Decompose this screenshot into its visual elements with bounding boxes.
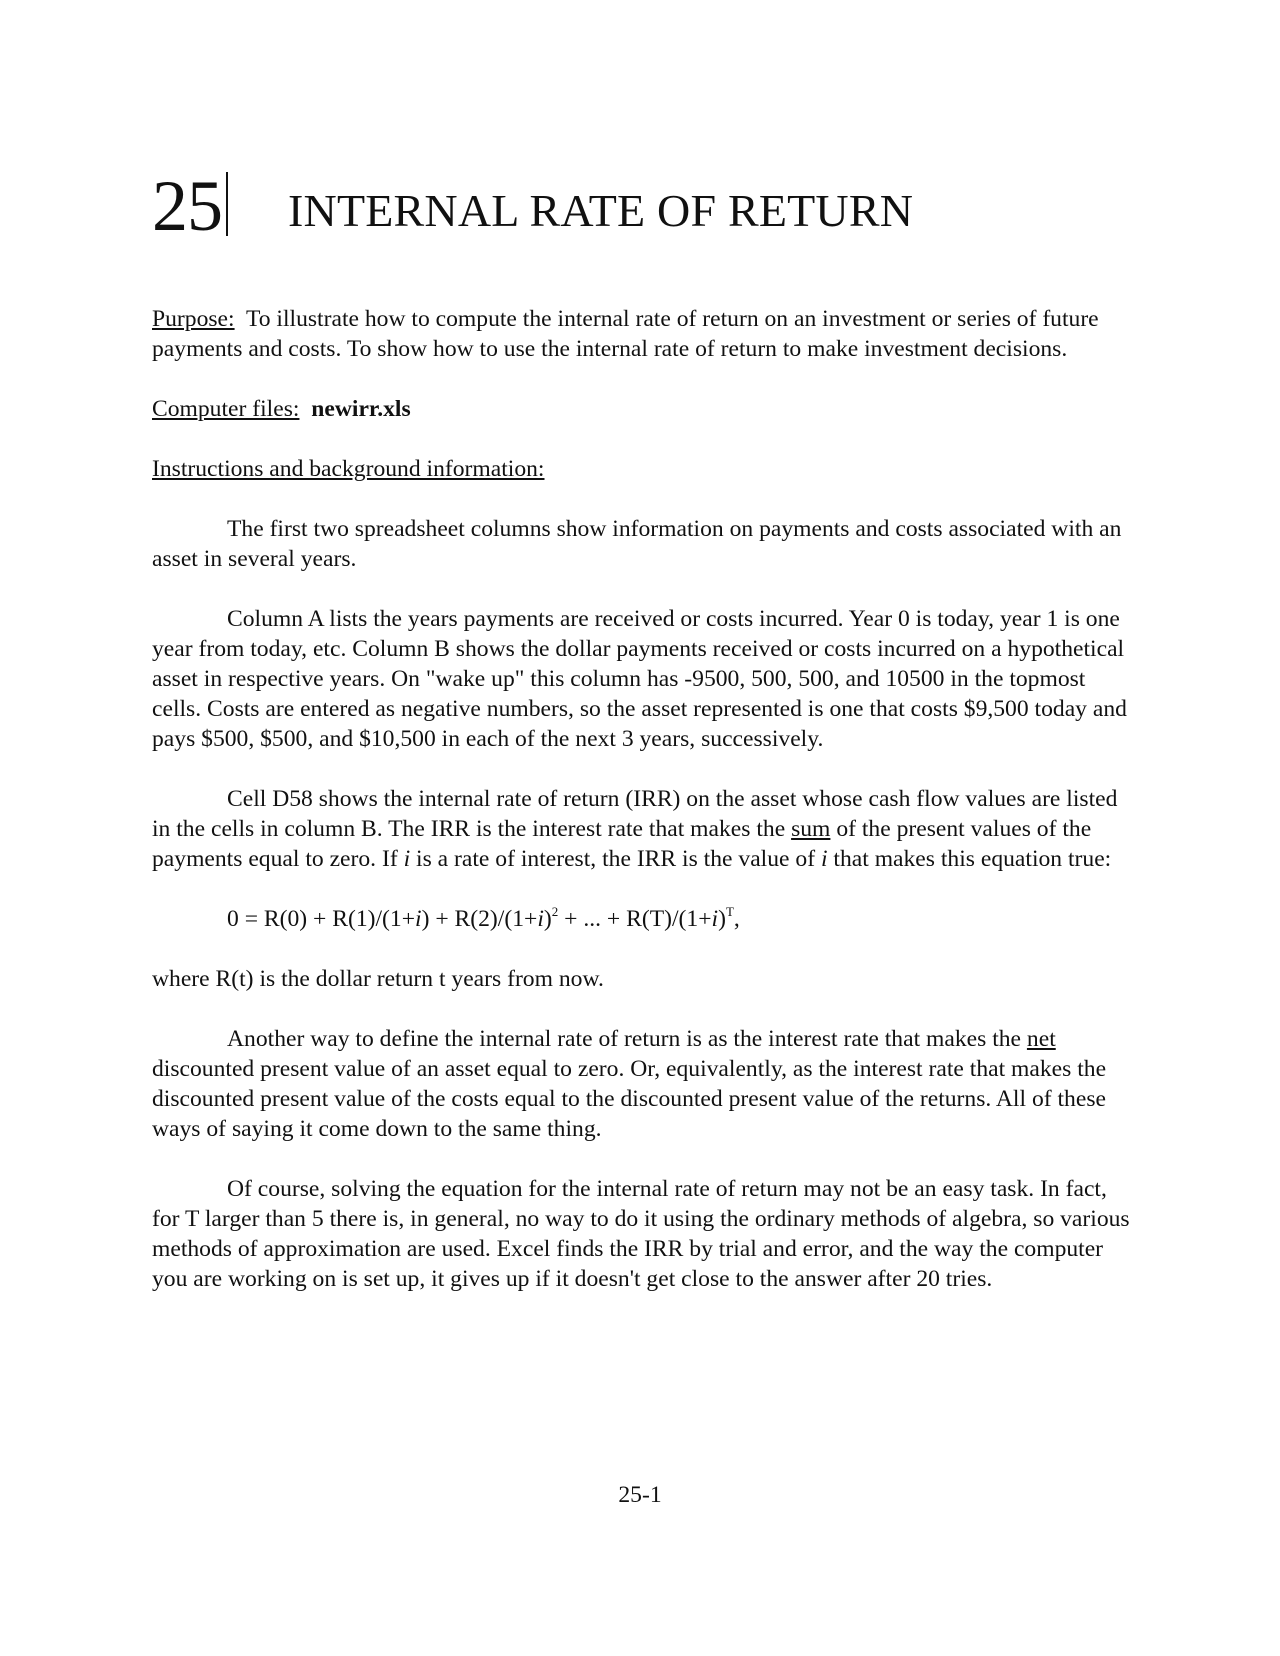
eq-part: ) [543, 906, 552, 932]
eq-exponent: T [725, 904, 734, 919]
eq-part: ) + R(2)/(1+ [421, 906, 538, 932]
chapter-title: INTERNAL RATE OF RETURN [288, 185, 914, 236]
purpose-text: To illustrate how to compute the internal rate of return on an investment or series of future payments and costs. To show how to use the internal rate of return to make investment decisions. [152, 306, 1099, 362]
eq-var-i: i [537, 906, 544, 932]
irr-var-i: i [403, 846, 411, 872]
document-body [152, 304, 1136, 1324]
alt-text-1: Another way to define the internal rate of return is as the interest rate that makes the [227, 1026, 1027, 1052]
irr-text-1: Cell D58 shows the internal rate of return (IRR) on the asset whose cash flow values are listed in the cells in column B. The IRR is the interest rate that makes the [152, 786, 1118, 842]
alt-text-2: discounted present value of an asset equal to zero. Or, equivalently, as the interest rate that makes the discounted present value of the costs equal to the discounted present value of the returns. All of these ways of saying it come down to the same thing. [152, 1056, 1107, 1142]
page-number: 25-1 [618, 1482, 662, 1508]
purpose-paragraph [152, 304, 1136, 364]
irr-sum-word: sum [791, 816, 831, 842]
irr-equation [152, 904, 1136, 934]
irr-text-4: that makes this equation true: [827, 846, 1112, 872]
irr-var-i: i [820, 846, 828, 872]
eq-part: 0 = R(0) + R(1)/(1+ [227, 906, 416, 932]
alt-net-word: net [1026, 1026, 1056, 1052]
eq-part: + ... + R(T)/(1+ [558, 906, 712, 932]
paragraph-alternative-definition [152, 1024, 1136, 1144]
computer-files-label: Computer files: [152, 396, 300, 422]
paragraph-rt-definition: where R(t) is the dollar return t years from now. [152, 966, 604, 992]
computer-files-line [152, 394, 1136, 424]
chapter-heading [152, 162, 914, 246]
paragraph-irr-definition [152, 784, 1136, 874]
paragraph-columns-intro: The first two spreadsheet columns show information on payments and costs associated with an asset in several years. [152, 516, 1122, 572]
eq-var-i: i [711, 906, 719, 932]
irr-text-3: is a rate of interest, the IRR is the value of [410, 846, 821, 872]
paragraph-approximation: Of course, solving the equation for the internal rate of return may not be an easy task. In fact, for T larger than 5 there is, in general, no way to do it using the ordinary methods of algebra, so various methods of approximation are used. Excel finds the IRR by trial and error, and the way the computer you are working on is set up, it gives up if it doesn't get close to the answer after 20 tries. [152, 1176, 1130, 1292]
eq-part: ) [718, 906, 726, 932]
paragraph-column-a-b: Column A lists the years payments are received or costs incurred. Year 0 is today, year 1 is one year from today, etc. Column B shows the dollar payments received or costs incurred on a hypothetical asset in respective years. On "wake up" this column has -9500, 500, 500, and 10500 in the topmost cells. Costs are entered as negative numbers, so the asset represented is one that costs $9,500 today and pays $500, $500, and $10,500 in each of the next 3 years, successively. [152, 606, 1127, 752]
purpose-label: Purpose: [152, 306, 235, 332]
eq-exponent: 2 [551, 904, 559, 919]
computer-file-name: newirr.xls [311, 396, 411, 422]
chapter-divider [226, 172, 228, 236]
chapter-number: 25 [152, 166, 222, 246]
eq-var-i: i [415, 906, 422, 932]
irr-text-2: of the present values of the payments equal to zero. If [152, 816, 1092, 872]
eq-part: , [733, 906, 740, 932]
instructions-heading: Instructions and background information: [152, 456, 545, 482]
